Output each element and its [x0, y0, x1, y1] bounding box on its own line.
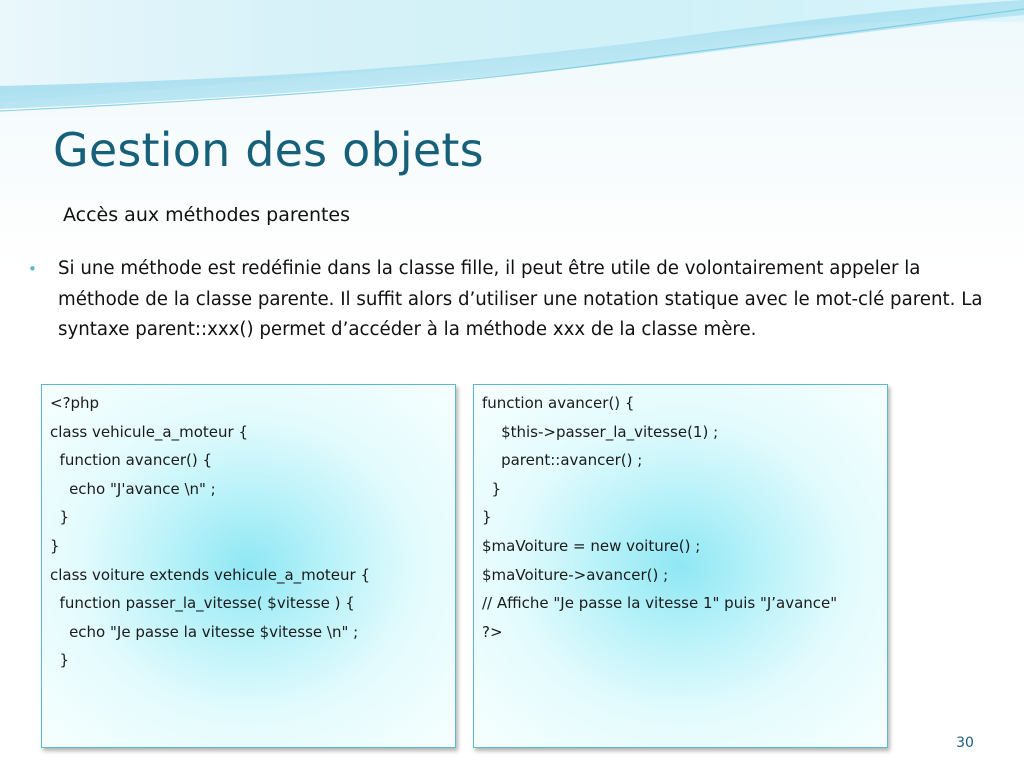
code-line-right-3: parent::avancer() ; — [482, 451, 643, 470]
code-line-left-2: class vehicule_a_moteur { — [50, 422, 249, 441]
code-lines-left — [50, 393, 447, 739]
code-line-right-9: ?> — [482, 622, 503, 641]
code-line-right-6: $maVoiture = new voiture() ; — [482, 536, 701, 555]
code-line-left-6: } — [50, 536, 60, 555]
code-line-left-8: function passer_la_vitesse( $vitesse ) { — [50, 594, 355, 613]
bullet-icon: • — [28, 260, 37, 278]
code-line-right-8: // Affiche "Je passe la vitesse 1" puis "J’avance" — [482, 594, 838, 613]
code-line-left-4: echo "J'avance \n" ; — [50, 479, 216, 498]
bullet-text: Si une méthode est redéfinie dans la classe fille, il peut être utile de volontairement appeler la méthode de la classe parente. Il suffit alors d’utiliser une notation statique avec le mot-clé parent. La syntaxe parent::xxx() permet d’accéder à la méthode xxx de la classe mère. — [58, 258, 983, 340]
code-line-left-10: } — [50, 651, 70, 670]
code-line-left-1: <?php — [50, 394, 100, 412]
code-line-right-1: function avancer() { — [482, 394, 635, 412]
code-line-left-7: class voiture extends vehicule_a_moteur { — [50, 565, 371, 584]
slide-title: Gestion des objets — [53, 123, 484, 177]
code-line-right-7: $maVoiture->avancer() ; — [482, 565, 669, 584]
bullet-item — [28, 254, 998, 346]
code-block-left — [41, 384, 456, 748]
code-line-left-9: echo "Je passe la vitesse $vitesse \n" ; — [50, 622, 359, 641]
page-number: 30 — [956, 735, 974, 751]
code-lines-right — [482, 393, 879, 739]
code-block-right — [473, 384, 888, 748]
code-line-left-3: function avancer() { — [50, 451, 213, 470]
code-line-right-4: } — [482, 479, 502, 498]
decorative-wave-header — [0, 0, 1024, 130]
slide-subtitle: Accès aux méthodes parentes — [63, 204, 351, 226]
code-line-right-5: } — [482, 508, 492, 527]
bullet-list — [28, 254, 998, 346]
code-line-left-5: } — [50, 508, 70, 527]
code-line-right-2: $this->passer_la_vitesse(1) ; — [482, 422, 719, 441]
